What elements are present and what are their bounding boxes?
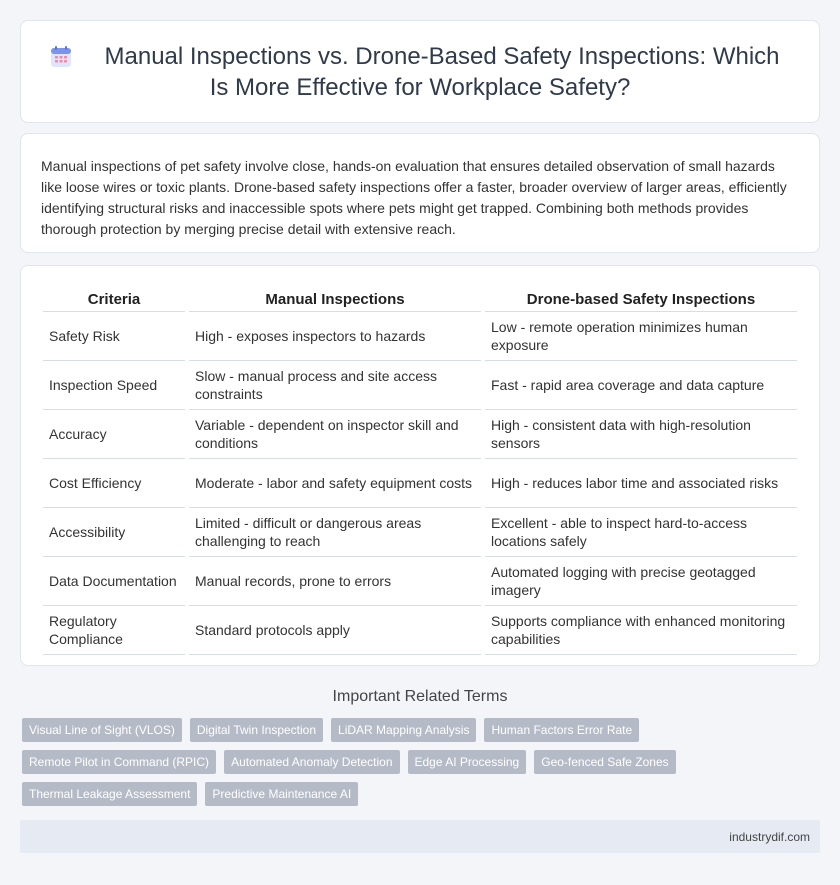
footer-site[interactable]: industrydif.com [729, 829, 810, 844]
cell-drone: High - consistent data with high-resolution sensors [485, 410, 797, 459]
table-row [43, 410, 797, 459]
header-drone: Drone-based Safety Inspections [485, 288, 797, 312]
cell-drone: Supports compliance with enhanced monitoring capabilities [485, 606, 797, 655]
cell-drone: Fast - rapid area coverage and data capture [485, 361, 797, 410]
intro-text: Manual inspections of pet safety involve close, hands-on evaluation that ensures detailed observation of small hazards like loose wires or toxic plants. Drone-based safety inspections offer a faster, broader overview of larger areas, efficiently identifying structural risks and inaccessible spots where pets might get trapped. Combining both methods provides thorough protection by merging precise detail with extensive reach. [41, 158, 787, 237]
calendar-icon [49, 45, 73, 69]
cell-criteria: Cost Efficiency [43, 459, 185, 508]
cell-drone: Excellent - able to inspect hard-to-access locations safely [485, 508, 797, 557]
table-row [43, 508, 797, 557]
header-criteria: Criteria [43, 288, 185, 312]
cell-criteria: Regulatory Compliance [43, 606, 185, 655]
cell-manual: Variable - dependent on inspector skill and conditions [189, 410, 481, 459]
header-manual: Manual Inspections [189, 288, 481, 312]
table-row [43, 361, 797, 410]
cell-criteria: Accuracy [43, 410, 185, 459]
table-row [43, 557, 797, 606]
comparison-table [39, 288, 801, 655]
title-wrap [51, 41, 789, 103]
related-term-tag[interactable]: Human Factors Error Rate [484, 718, 639, 742]
cell-drone: Low - remote operation minimizes human exposure [485, 312, 797, 361]
related-term-tag[interactable]: Thermal Leakage Assessment [22, 782, 197, 806]
title-card [20, 20, 820, 123]
cell-drone: High - reduces labor time and associated risks [485, 459, 797, 508]
related-term-tag[interactable]: Automated Anomaly Detection [224, 750, 399, 774]
cell-manual: High - exposes inspectors to hazards [189, 312, 481, 361]
table-header-row [43, 288, 797, 312]
cell-manual: Standard protocols apply [189, 606, 481, 655]
related-term-tag[interactable]: Remote Pilot in Command (RPIC) [22, 750, 216, 774]
related-term-tag[interactable]: Visual Line of Sight (VLOS) [22, 718, 182, 742]
cell-manual: Moderate - labor and safety equipment costs [189, 459, 481, 508]
page-title: Manual Inspections vs. Drone-Based Safety Inspections: Which Is More Effective for Workplace Safety? [104, 42, 780, 101]
cell-drone: Automated logging with precise geotagged imagery [485, 557, 797, 606]
related-term-tag[interactable]: Geo-fenced Safe Zones [534, 750, 675, 774]
related-term-tag[interactable]: Predictive Maintenance AI [205, 782, 358, 806]
table-row [43, 459, 797, 508]
table-row [43, 312, 797, 361]
related-term-tag[interactable]: Digital Twin Inspection [190, 718, 323, 742]
cell-manual: Limited - difficult or dangerous areas challenging to reach [189, 508, 481, 557]
cell-manual: Slow - manual process and site access constraints [189, 361, 481, 410]
related-term-tag[interactable]: Edge AI Processing [408, 750, 527, 774]
intro-card [20, 133, 820, 253]
cell-criteria: Inspection Speed [43, 361, 185, 410]
cell-criteria: Accessibility [43, 508, 185, 557]
related-terms-heading: Important Related Terms [332, 688, 508, 705]
table-row [43, 606, 797, 655]
cell-manual: Manual records, prone to errors [189, 557, 481, 606]
cell-criteria: Data Documentation [43, 557, 185, 606]
cell-criteria: Safety Risk [43, 312, 185, 361]
related-terms-tags [0, 718, 840, 806]
related-term-tag[interactable]: LiDAR Mapping Analysis [331, 718, 476, 742]
comparison-card [20, 265, 820, 666]
footer [20, 820, 820, 853]
related-terms-section [0, 688, 840, 806]
table-body [43, 312, 797, 655]
